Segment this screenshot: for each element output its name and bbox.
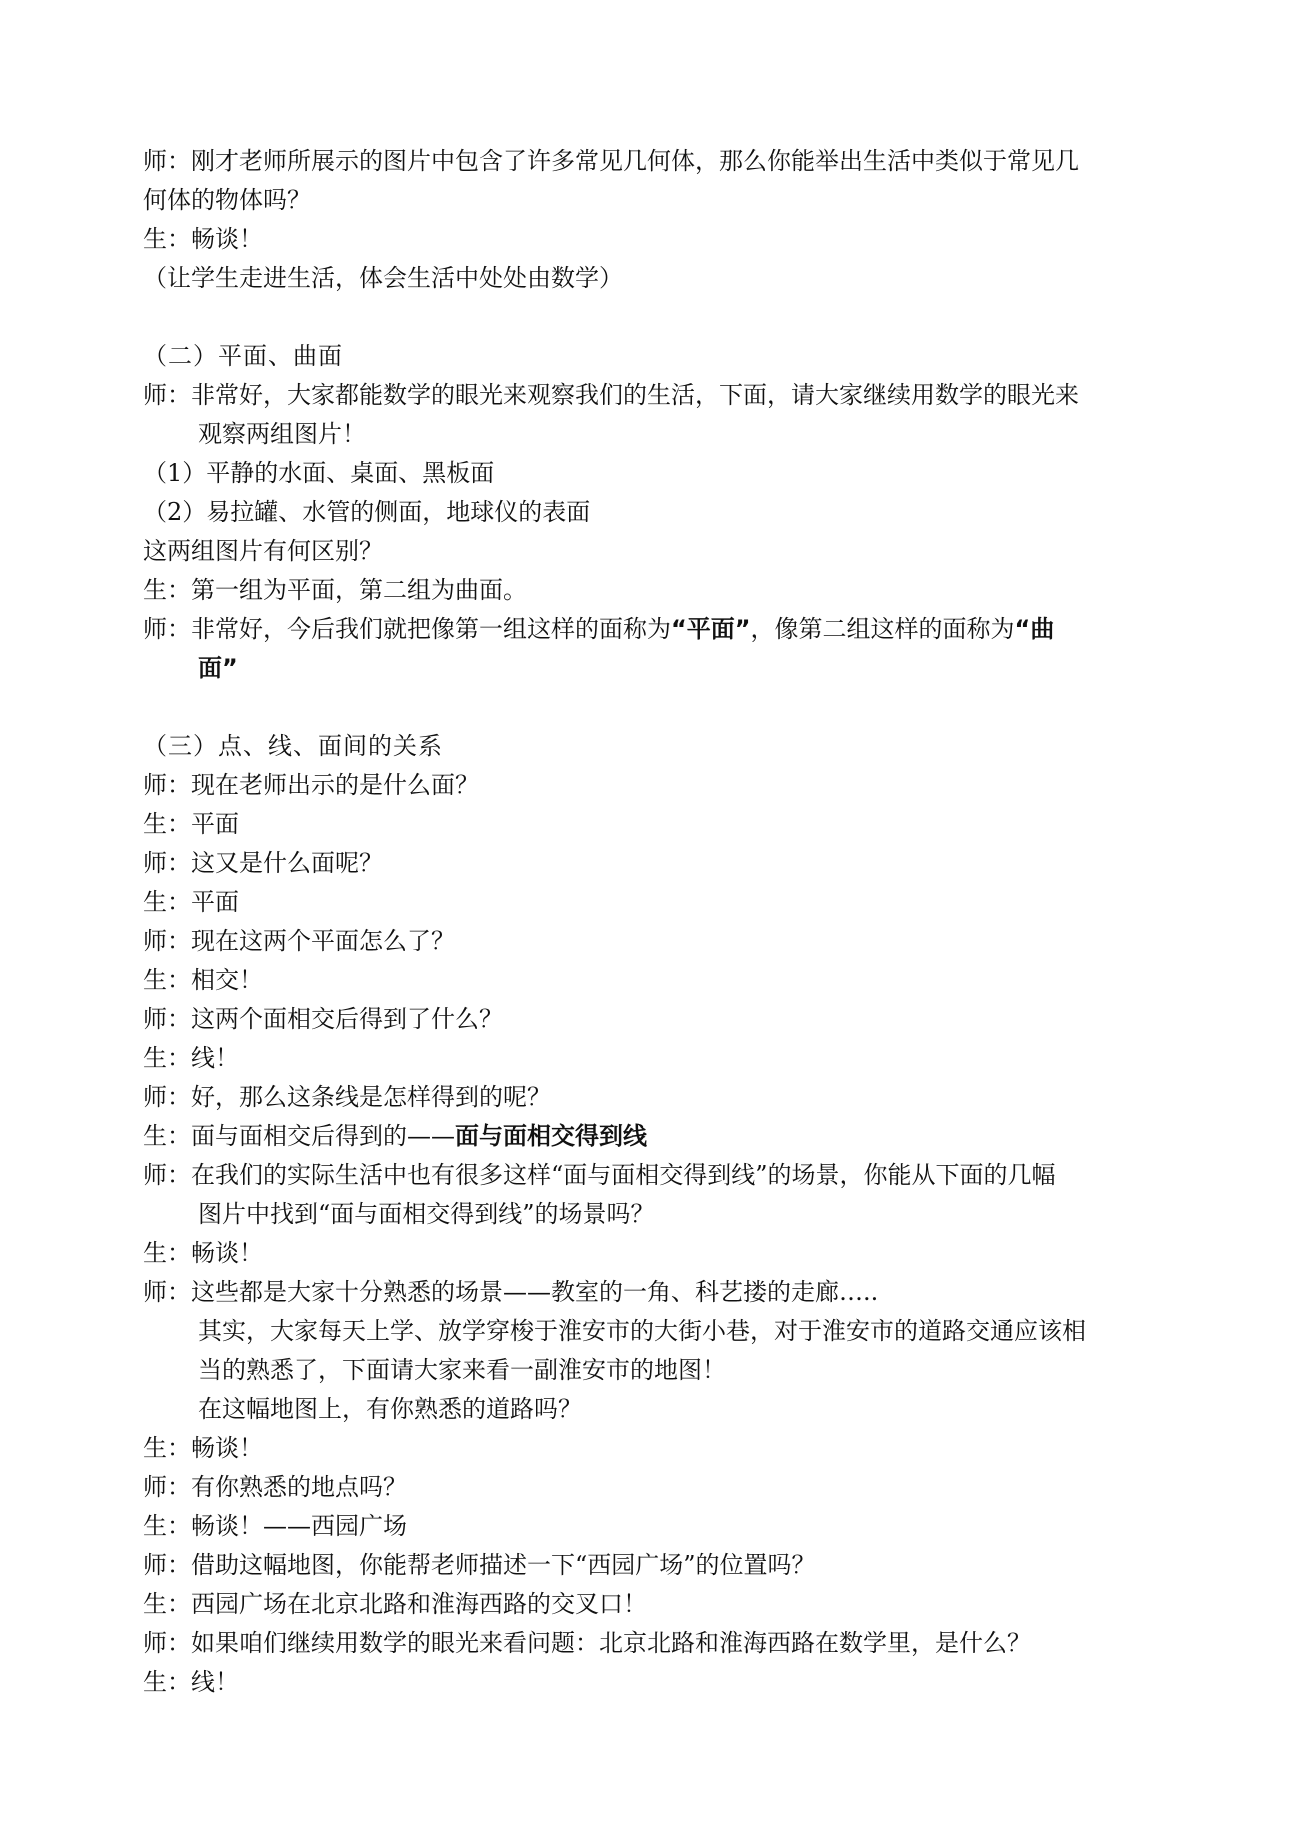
text-line: 师：这两个面相交后得到了什么？ bbox=[143, 1005, 503, 1033]
text-line: 生：畅谈！——西园广场 bbox=[143, 1512, 407, 1540]
bold-term: “曲 bbox=[1014, 615, 1055, 643]
text-line: （1）平静的水面、桌面、黑板面 bbox=[143, 459, 495, 487]
bold-term: “平面” bbox=[671, 615, 751, 643]
text-line: 何体的物体吗？ bbox=[143, 186, 311, 214]
text-line: 这两组图片有何区别？ bbox=[143, 537, 383, 565]
text-line: 师：这又是什么面呢？ bbox=[143, 849, 383, 877]
text-line: 生：平面 bbox=[143, 888, 239, 916]
text-line: 师：好，那么这条线是怎样得到的呢？ bbox=[143, 1083, 551, 1111]
text-line: 生：西园广场在北京北路和淮海西路的交叉口！ bbox=[143, 1590, 647, 1618]
text-line: 生：线！ bbox=[143, 1668, 239, 1696]
text-line bbox=[198, 649, 1171, 688]
text-line: 生：畅谈！ bbox=[143, 1239, 263, 1267]
text-line: 师：现在老师出示的是什么面？ bbox=[143, 771, 479, 799]
text-line: 师：非常好，大家都能数学的眼光来观察我们的生活，下面，请大家继续用数学的眼光来 bbox=[143, 381, 1079, 409]
text-line: 师：现在这两个平面怎么了？ bbox=[143, 927, 455, 955]
text-line: 生：线！ bbox=[143, 1044, 239, 1072]
text-line: 生：畅谈！ bbox=[143, 225, 263, 253]
text-line bbox=[143, 610, 1171, 649]
text-line: 师：如果咱们继续用数学的眼光来看问题：北京北路和淮海西路在数学里，是什么？ bbox=[143, 1629, 1031, 1657]
text-line: 当的熟悉了，下面请大家来看一副淮安市的地图！ bbox=[198, 1356, 726, 1384]
text-line: 师：刚才老师所展示的图片中包含了许多常见几何体，那么你能举出生活中类似于常见几 bbox=[143, 147, 1079, 175]
text-line: 师：这些都是大家十分熟悉的场景——教室的一角、科艺搂的走廊….. bbox=[143, 1278, 879, 1306]
text-line: 在这幅地图上，有你熟悉的道路吗？ bbox=[198, 1395, 582, 1423]
bold-term: 面” bbox=[198, 654, 238, 682]
bold-term: 面与面相交得到线 bbox=[455, 1122, 647, 1150]
text-segment: 生：面与面相交后得到的—— bbox=[143, 1122, 455, 1150]
text-line: （2）易拉罐、水管的侧面，地球仪的表面 bbox=[143, 498, 591, 526]
text-line: 生：平面 bbox=[143, 810, 239, 838]
text-line: 师：有你熟悉的地点吗？ bbox=[143, 1473, 407, 1501]
section-heading: （三）点、线、面间的关系 bbox=[143, 732, 443, 760]
text-line: 观察两组图片！ bbox=[198, 420, 366, 448]
text-line: 其实，大家每天上学、放学穿梭于淮安市的大街小巷，对于淮安市的道路交通应该相 bbox=[198, 1317, 1086, 1345]
text-line: 生：第一组为平面，第二组为曲面。 bbox=[143, 576, 527, 604]
text-line: 生：畅谈！ bbox=[143, 1434, 263, 1462]
text-line: 生：相交！ bbox=[143, 966, 263, 994]
text-line bbox=[143, 1117, 1171, 1156]
text-line: （让学生走进生活，体会生活中处处由数学） bbox=[143, 264, 623, 292]
text-line: 师：在我们的实际生活中也有很多这样“面与面相交得到线”的场景，你能从下面的几幅 bbox=[143, 1161, 1056, 1189]
text-segment: ，像第二组这样的面称为 bbox=[750, 615, 1015, 643]
text-line: 图片中找到“面与面相交得到线”的场景吗？ bbox=[198, 1200, 655, 1228]
text-line: 师：借助这幅地图，你能帮老师描述一下“西园广场”的位置吗？ bbox=[143, 1551, 816, 1579]
section-heading: （二）平面、曲面 bbox=[143, 342, 343, 370]
text-segment: 师：非常好，今后我们就把像第一组这样的面称为 bbox=[143, 615, 671, 643]
